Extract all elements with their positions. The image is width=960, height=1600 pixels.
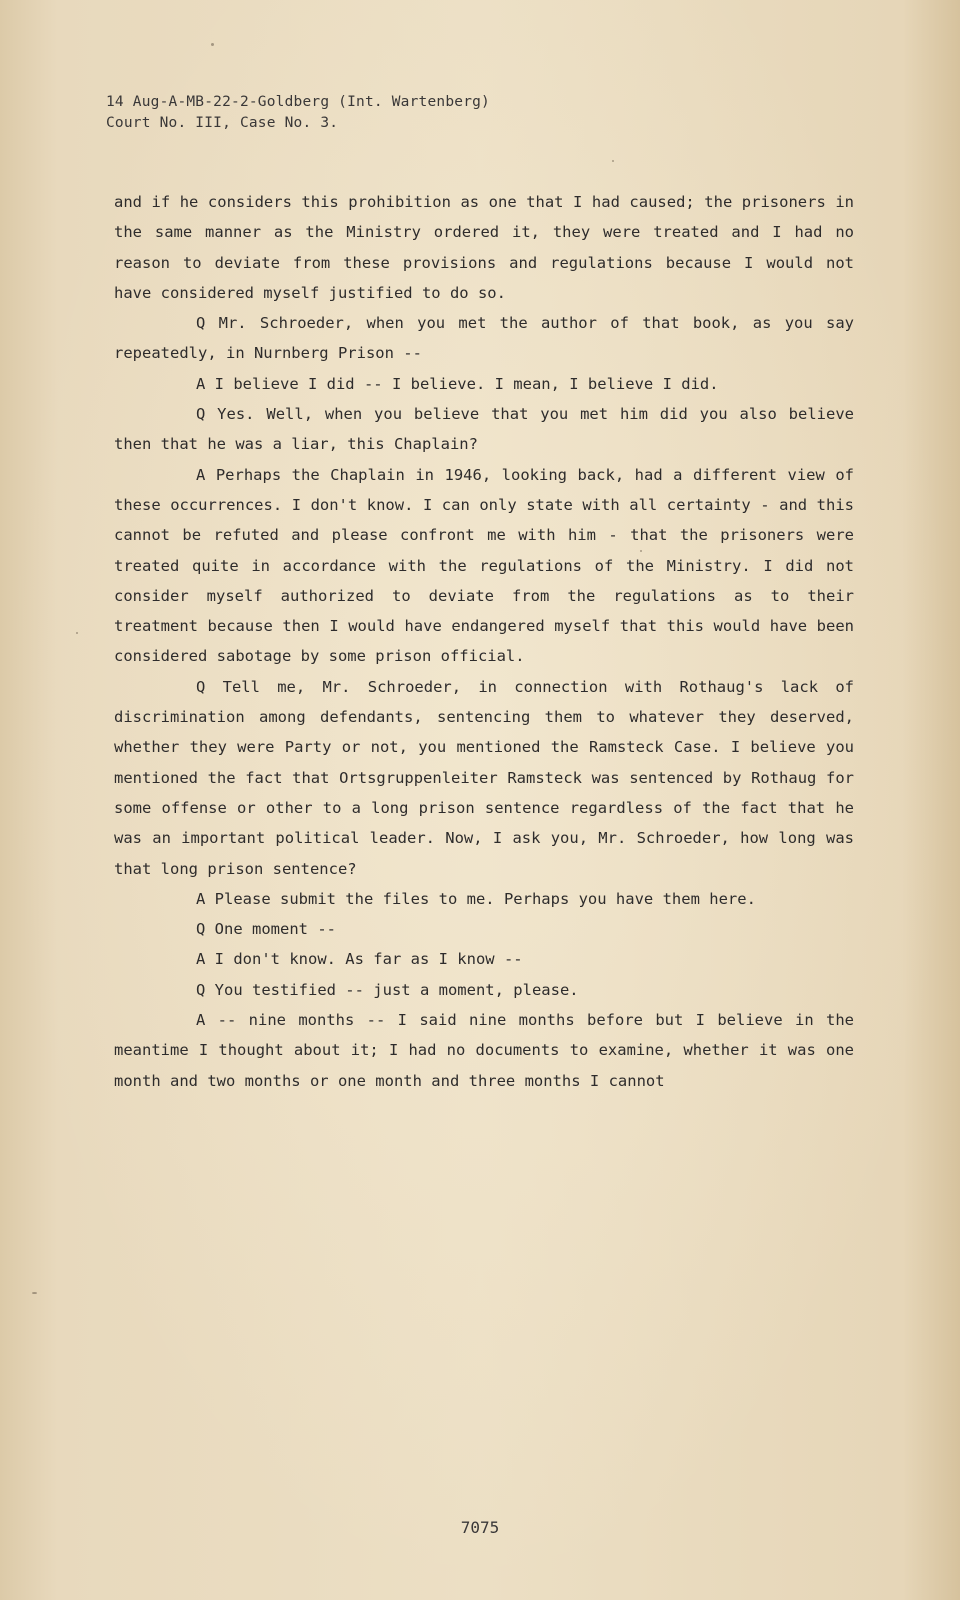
paper-speck <box>211 43 214 46</box>
answer-paragraph: A Perhaps the Chaplain in 1946, looking back, had a different view of these occurrences. I don't know. I can only state with all certainty - and this cannot be refuted and please confront me with him - that the prisoners were treated quite in accordance with the regulations of the Ministry. I did not consider myself authorized to deviate from the regulations as to their treatment because then I would have endangered myself that this would have been considered sabotage by some prison official. <box>114 465 854 666</box>
paper-speck <box>76 632 78 634</box>
answer-paragraph: A I don't know. As far as I know -- <box>196 950 523 969</box>
paragraph-continuation: and if he considers this prohibition as one that I had caused; the prisoners in the same manner as the Ministry ordered it, they were treated and I had no reason to deviate from these provisions and regulations because I would not have considered myself justified to do so. <box>114 193 854 302</box>
paper-speck <box>32 1292 37 1294</box>
answer-paragraph: A Please submit the files to me. Perhaps you have them here. <box>196 889 756 908</box>
transcript-body <box>114 187 854 1096</box>
question-paragraph: Q Tell me, Mr. Schroeder, in connection with Rothaug's lack of discrimination among defendants, sentencing them to whatever they deserved, whether they were Party or not, you mentioned the Ramsteck Case. I believe you mentioned the fact that Ortsgruppenleiter Ramsteck was sentenced by Rothaug for some offense or other to a long prison sentence regardless of the fact that he was an important political leader. Now, I ask you, Mr. Schroeder, how long was that long prison sentence? <box>114 677 854 878</box>
paper-speck <box>612 160 614 162</box>
question-paragraph: Q You testified -- just a moment, please. <box>196 980 579 999</box>
question-paragraph: Q Yes. Well, when you believe that you met him did you also believe then that he was a liar, this Chaplain? <box>114 405 854 454</box>
header-line-2: Court No. III, Case No. 3. <box>106 115 339 131</box>
document-header <box>106 92 490 134</box>
question-paragraph: Q Mr. Schroeder, when you met the author of that book, as you say repeatedly, in Nurnberg Prison -- <box>114 314 854 363</box>
answer-paragraph: A I believe I did -- I believe. I mean, I believe I did. <box>196 374 719 393</box>
question-paragraph: Q One moment -- <box>196 920 336 939</box>
page-number: 7075 <box>460 1518 500 1537</box>
answer-paragraph: A -- nine months -- I said nine months before but I believe in the meantime I thought about it; I had no documents to examine, whether it was one month and two months or one month and three months I cannot <box>114 1011 854 1090</box>
header-line-1: 14 Aug-A-MB-22-2-Goldberg (Int. Wartenberg) <box>106 94 490 110</box>
